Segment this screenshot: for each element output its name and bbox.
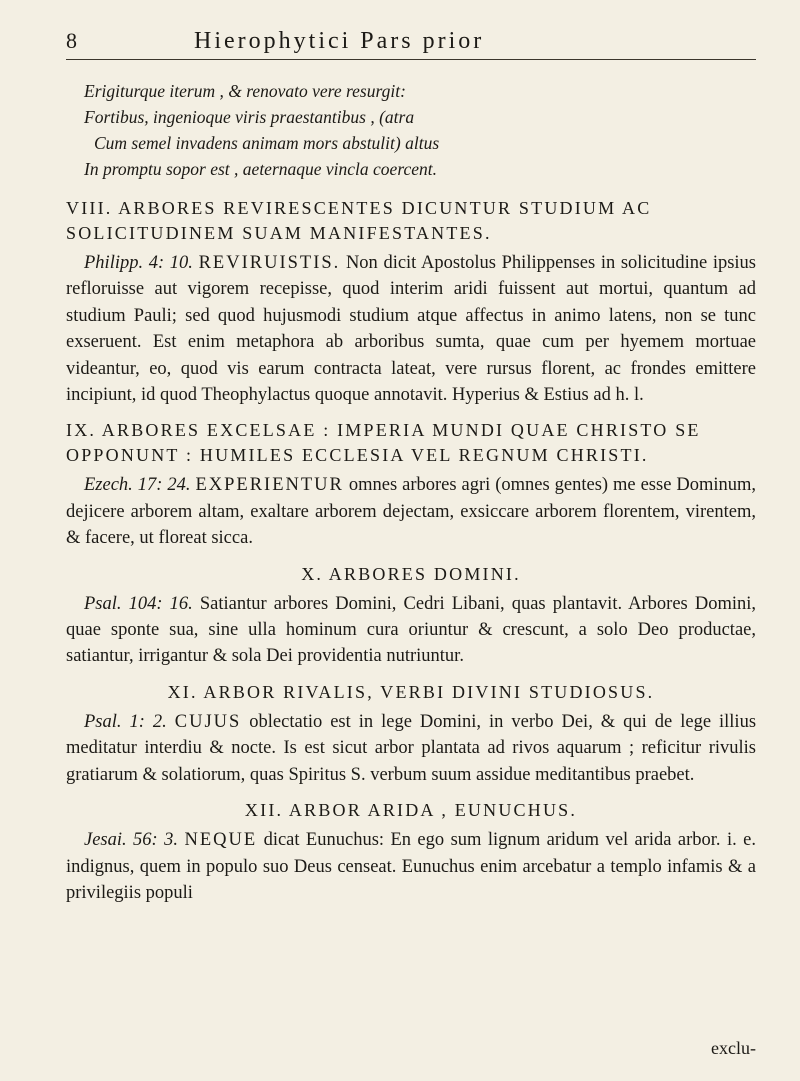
paragraph-text: dicat Eunuchus: En ego sum lignum aridum vel arida arbor. i. e. indignus, quem in populo suo Deus censeat. Eunuchus enim arcebatur a templo infamis & a privilegiis populi [66,830,756,903]
lemma: NEQUE [184,830,258,851]
scripture-reference: Jesai. 56: 3. [84,830,179,851]
paragraph-text: oblectatio est in lege Domini, in verbo Dei, & qui de lege illius meditatur interdiu & nocte. Is est sicut arbor plantata ad rivos aquarum ; reficitur rivulis gratiarum & solatiorum, quas Spiritus S. verbum suum assidue meditantibus praebet. [66,711,757,785]
section-heading: XI. ARBOR RIVALIS, VERBI DIVINI STUDIOSUS. [167,681,655,702]
section-heading: IX. ARBORES EXCELSAE : IMPERIA MUNDI QUAE CHRISTO SE OPPONUNT : HUMILES ECCLESIA VEL REGNUM CHRISTI. [66,420,701,466]
lemma: REVIRUISTIS. [198,253,341,273]
scripture-reference: Psal. 104: 16. [84,593,193,614]
paragraph-text: Satiantur arbores Domini, Cedri Libani, quas plantavit. Arbores Domini, quae sponte sua, sine ulla hominum cura oriuntur & crescunt, a solo Deo productae, satiantur, irrigantur & sola Dei providentia nutriuntur. [66,593,756,667]
lemma: CUJUS [174,711,242,732]
verse-line: In promptu sopor est , aeternaque vincla coercent. [84,159,437,179]
verse-line: Fortibus, ingenioque viris praestantibus , (atra [84,107,415,127]
lemma: EXPERIENTUR [195,475,344,496]
scripture-reference: Ezech. 17: 24. [84,475,191,496]
section-paragraph [66,709,756,788]
section-paragraph [66,827,756,906]
running-head [66,28,756,60]
verse-line: Cum semel invadens animam mors abstulit) altus [94,133,440,153]
section-paragraph [66,591,756,670]
section-heading: XII. ARBOR ARIDA , EUNUCHUS. [244,800,578,821]
section-paragraph [66,250,756,408]
paragraph-text: Non dicit Apostolus Philippenses in solicitudine ipsius refloruisse aut vigorem recepisse, quod interim aridi fuissent aut mortui, quantum ad studium Pauli; sed quod hujusmodi studium atque affectus in animo latens, non se tunc exseruent. Est enim metaphora ab arboribus sumta, quae cum per hyemem mortuae videantur, eo, quod vis earum contracta lateat, vere rursus florent, ac frondes emittere incipiunt, id quod Theophylactus quoque annotavit. Hyperius & Estius ad h. l. [66,253,757,406]
scripture-reference: Philipp. 4: 10. [84,253,193,273]
running-title: Hierophytici Pars prior [194,28,485,54]
verse-quotation [84,78,756,182]
section-heading: X. ARBORES DOMINI. [301,563,521,584]
section-paragraph [66,472,756,551]
page-number: 8 [66,28,77,53]
scripture-reference: Psal. 1: 2. [84,711,167,732]
paragraph-text: omnes arbores agri (omnes gentes) me esse Dominum, dejicere arborem altam, exaltare arborem dejectam, exsiccare arborem florentem, virentem, & facere, ut floreat sicca. [66,475,757,549]
catchword: exclu- [711,1038,756,1058]
section-heading: VIII. ARBORES REVIRESCENTES DICUNTUR STUDIUM AC SOLICITUDINEM SUAM MANIFESTANTES. [66,198,652,243]
verse-line: Erigiturque iterum , & renovato vere resurgit: [84,81,406,101]
